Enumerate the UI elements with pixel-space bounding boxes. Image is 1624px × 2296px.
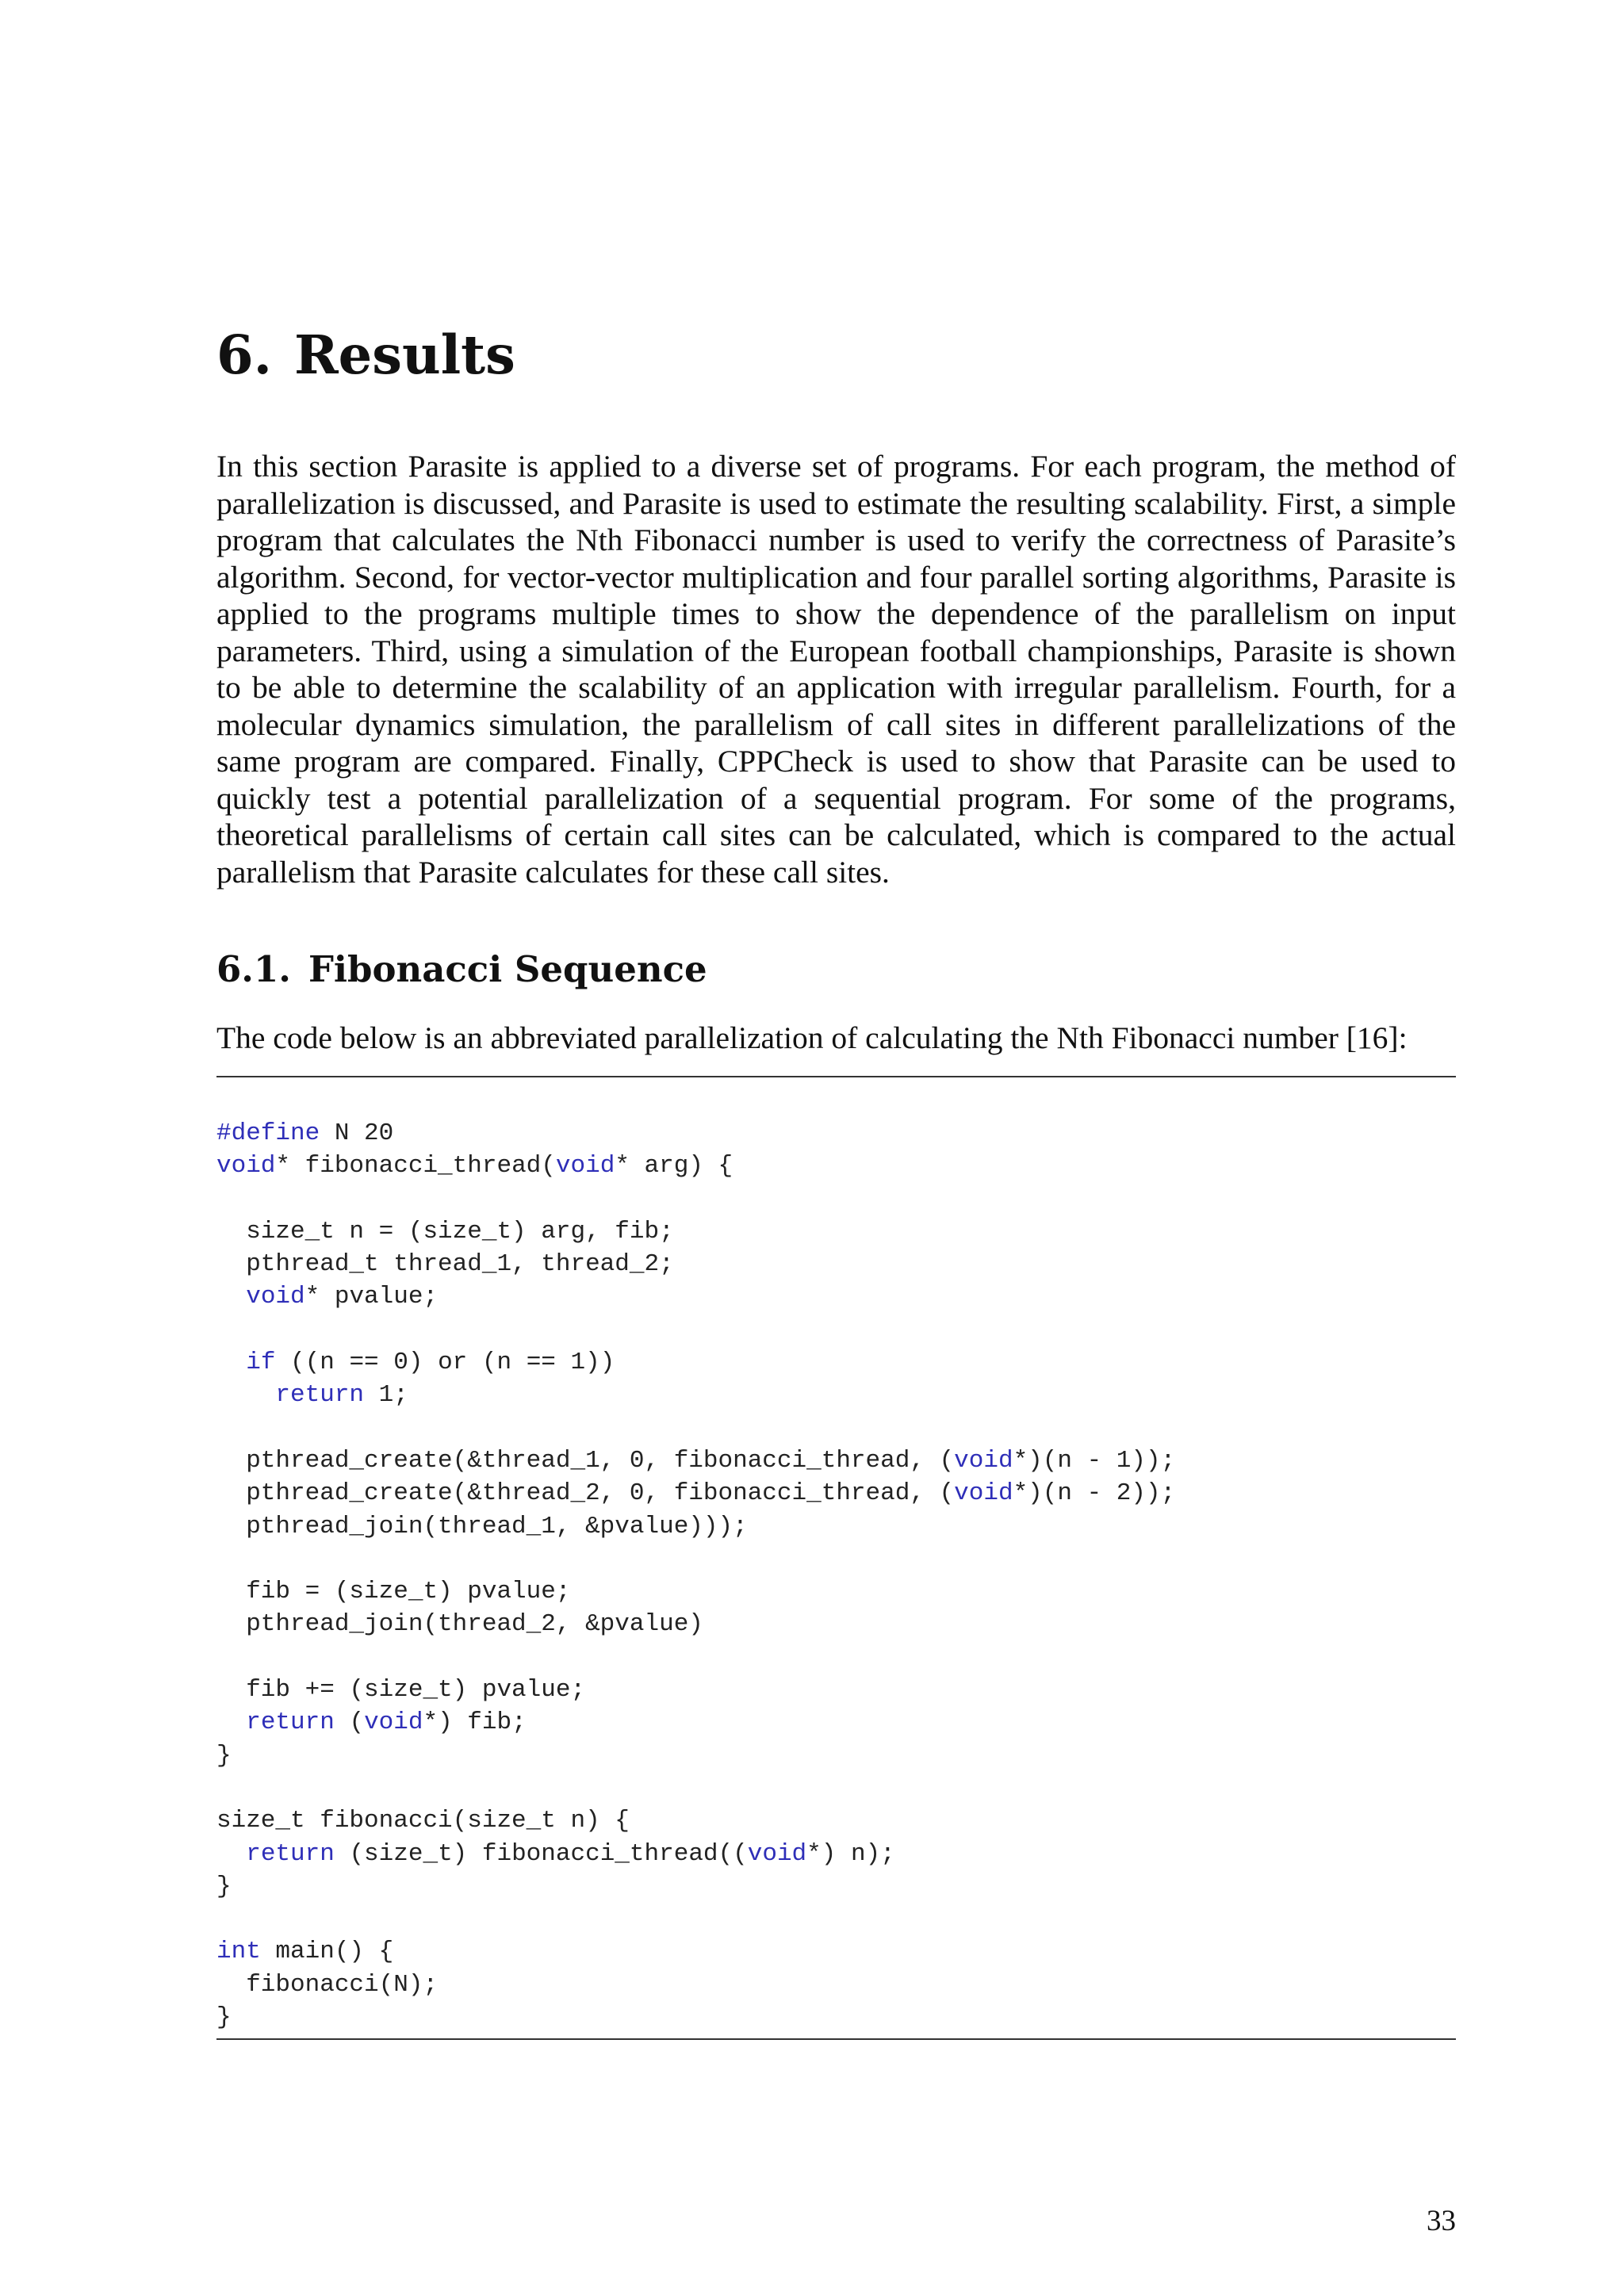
code-line [216,1706,1456,1739]
page-number: 33 [1427,2205,1456,2237]
code-text: * arg) { [615,1152,733,1181]
code-text [216,1840,246,1868]
code-text: *)(n - 1)); [1013,1446,1176,1475]
code-line [216,1477,1456,1510]
code-text: size_t fibonacci(size_t n) { [216,1807,630,1835]
code-text: (size_t) fibonacci_thread(( [334,1839,748,1868]
code-line [216,1280,1456,1313]
code-text: * pvalue; [304,1283,439,1311]
chapter-title: Results [293,323,515,386]
code-text [216,1709,246,1736]
code-keyword: void [246,1283,305,1311]
code-text [216,1283,246,1311]
code-text: } [216,1872,232,1900]
code-line [216,1575,1456,1608]
section-number: 6.1. [216,948,291,990]
code-text: pthread_join(thread_1, &pvalue))); [216,1512,748,1540]
code-line [216,1379,1456,1411]
code-keyword: void [954,1446,1013,1475]
code-text: main() { [260,1938,394,1966]
code-text: *)(n - 2)); [1013,1479,1176,1508]
code-line [216,1608,1456,1640]
code-text: N 20 [320,1119,394,1147]
code-line [216,2001,1456,2034]
code-text: pthread_create(&thread_2, 0, fibonacci_thread, ( [216,1479,955,1508]
code-line [216,1346,1456,1379]
code-text: fib += (size_t) pvalue; [216,1676,586,1705]
code-keyword: return [246,1839,335,1868]
code-keyword: void [216,1152,276,1181]
code-text: *) fib; [423,1709,527,1737]
code-line [216,1150,1456,1182]
code-top-rule [216,1076,1456,1077]
code-line [216,1870,1456,1903]
code-line [216,1674,1456,1706]
chapter-number: 6. [216,323,272,386]
code-text: fibonacci(N); [216,1970,439,1999]
code-line [216,1838,1456,1870]
code-line [216,1117,1456,1150]
code-text: * fibonacci_thread( [275,1152,556,1181]
code-text [216,1381,275,1409]
code-line [216,1248,1456,1280]
code-text: *) n); [806,1839,895,1868]
code-line [216,1739,1456,1772]
chapter-heading [216,323,515,387]
code-keyword: return [275,1381,365,1410]
code-text: ( [334,1709,365,1737]
code-line [216,1969,1456,2001]
code-line [216,1641,1456,1674]
section-heading [216,942,707,997]
code-listing [216,1117,1456,2034]
code-keyword: int [216,1938,261,1966]
code-text: } [216,2003,232,2032]
code-text: pthread_create(&thread_1, 0, fibonacci_thread, ( [216,1446,955,1475]
code-text: ((n == 0) or (n == 1)) [275,1349,615,1377]
code-line [216,1183,1456,1215]
code-text [216,1349,246,1376]
code-text: fib = (size_t) pvalue; [216,1578,571,1606]
code-text: pthread_join(thread_2, &pvalue) [216,1610,703,1639]
code-text: size_t n = (size_t) arg, fib; [216,1217,674,1246]
code-line [216,1543,1456,1575]
code-keyword: void [555,1152,615,1181]
code-bottom-rule [216,2038,1456,2040]
code-line [216,1804,1456,1837]
code-line [216,1935,1456,1968]
code-line [216,1445,1456,1477]
code-keyword: void [747,1839,807,1868]
code-text: } [216,1741,232,1770]
code-keyword: void [954,1479,1013,1508]
code-keyword: void [364,1709,423,1737]
code-keyword: if [246,1349,276,1377]
code-keyword: return [246,1709,335,1737]
code-keyword: #define [216,1119,320,1147]
code-line [216,1412,1456,1445]
code-text: 1; [364,1381,408,1410]
code-text: pthread_t thread_1, thread_2; [216,1250,674,1279]
code-line [216,1510,1456,1543]
code-line [216,1314,1456,1346]
code-line [216,1903,1456,1935]
section-lead-paragraph: The code below is an abbreviated parallelization of calculating the Nth Fibonacci number [16]: [216,1020,1408,1055]
code-line [216,1772,1456,1804]
code-line [216,1215,1456,1248]
intro-paragraph: In this section Parasite is applied to a diverse set of programs. For each program, the method of parallelization is discussed, and Parasite is used to estimate the resulting scalability. First, a simple program that calculates the Nth Fibonacci number is used to verify the correctness of Parasite’s algorithm. Second, for vector-vector multiplication and four parallel sorting algorithms, Parasite is applied to the programs multiple times to show the dependence of the parallelism on input parameters. Third, using a simulation of the European football championships, Parasite is shown to be able to determine the scalability of an application with irregular parallelism. Fourth, for a molecular dynamics simulation, the parallelism of call sites in different parallelizations of the same program are compared. Finally, CPPCheck is used to show that Parasite can be used to quickly test a potential parallelization of a sequential program. For some of the programs, theoretical parallelisms of certain call sites can be calculated, which is compared to the actual parallelism that Parasite calculates for these call sites. [216,449,1456,890]
section-title: Fibonacci Sequence [308,948,707,990]
